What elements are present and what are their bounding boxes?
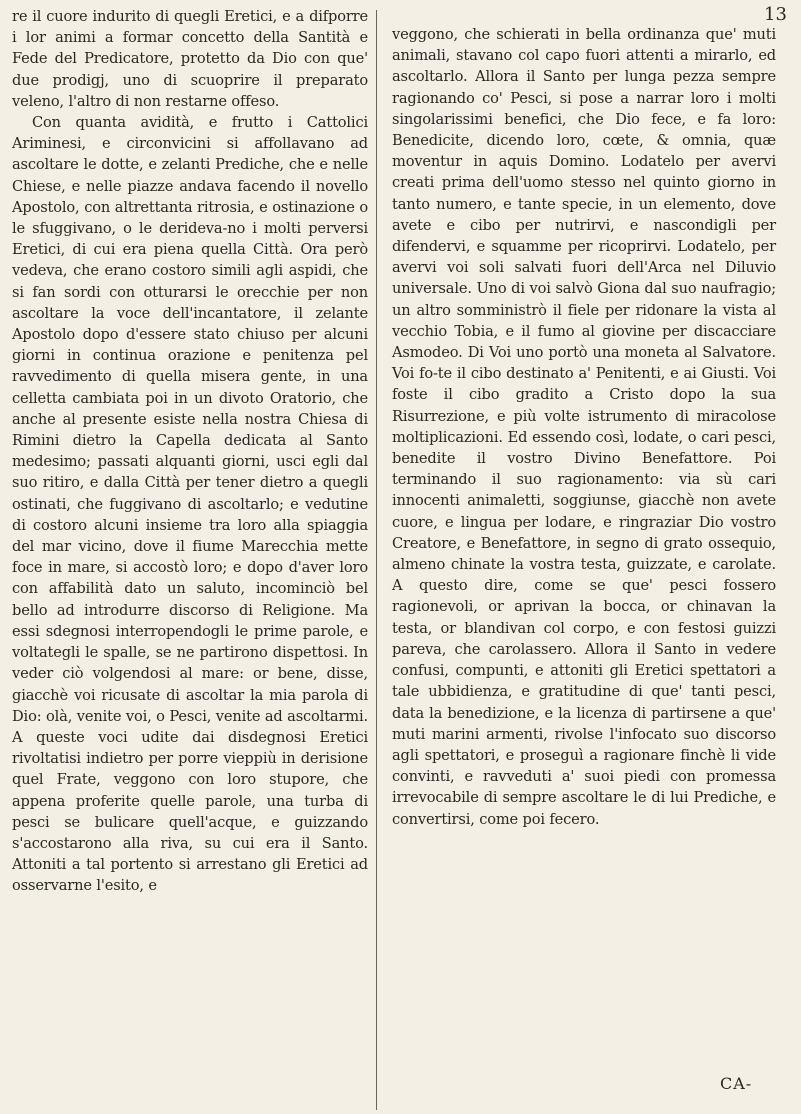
left-paragraph-1: re il cuore indurito di quegli Eretici, e a difporre i lor animi a formar concetto della Santità e Fede del Predicatore, protetto da Dio con que' due prodigj, uno di scuoprire il preparato veleno, l'altro di non restarne offeso. bbox=[12, 8, 368, 110]
right-column bbox=[392, 24, 776, 830]
column-divider bbox=[376, 10, 377, 1110]
catchword: CA- bbox=[720, 1074, 753, 1093]
left-paragraph-2: Con quanta avidità, e frutto i Cattolici Ariminesi, e circonvicini si affollavano ad ascoltare le dotte, e zelanti Prediche, che e nelle Chiese, e nelle piazze andava facendo il novello Apostolo, con altrettanta ritrosia, e ostinazione o le sfuggivano, o le derideva-no i molti perversi Eretici, di cui era piena quella Città. Ora però vedeva, che erano costoro simili agli aspidi, che si fan sordi con otturarsi le orecchie per non ascoltare la voce dell'incantatore, il zelante Apostolo dopo d'essere stato chiuso per alcuni giorni in continua orazione e penitenza pel ravvedimento di quella misera gente, in una celletta cambiata poi in un divoto Oratorio, che anche al presente esiste nella nostra Chiesa di Rimini dietro la Capella dedicata al Santo medesimo; passati alquanti giorni, usci egli dal suo ritiro, e dalla Città per tener dietro a quegli ostinati, che fuggivano di ascoltarlo; e vedutine di costoro alcuni insieme tra loro alla spiaggia del mar vicino, dove il fiume Marecchia mette foce in mare, si accostò loro; e dopo d'aver loro con affabilità dato un saluto, incominciò bel bello ad introdurre discorso di Religione. Ma essi sdegnosi interropendogli le prime parole, e voltategli le spalle, se ne partirono dispettosi. In veder ciò volgendosi al mare: or bene, disse, giacchè voi ricusate di ascoltar la mia parola di Dio: olà, venite voi, o Pesci, venite ad ascoltarmi. A queste voci udite dai disdegnosi Eretici rivoltatisi indietro per porre vieppiù in derisione quel Frate, veggono con loro stupore, che appena proferite quelle parole, una turba di pesci se bulicare quell'acque, e guizzando s'accostarono alla riva, su cui era il Santo. Attoniti a tal portento si arrestano gli Eretici ad osservarne l'esito, e bbox=[12, 114, 368, 895]
page-number: 13 bbox=[764, 4, 787, 25]
left-column bbox=[12, 6, 368, 897]
right-paragraph-1: veggono, che schierati in bella ordinanza que' muti animali, stavano col capo fuori attenti a mirarlo, ed ascoltarlo. Allora il Santo per lunga pezza sempre ragionando co' Pesci, si pose a narrar loro i molti singolarissimi benefici, che Dio fece, e fa loro: Benedicite, dicendo loro, cœte, & omnia, quæ moventur in aquis Domino. Lodatelo per avervi creati prima dell'uomo stesso nel quinto giorno in tanto numero, e tante specie, in un elemento, dove avete e cibo per nutrirvi, e nascondigli per difendervi, e squamme per ricoprirvi. Lodatelo, per avervi voi soli salvati fuori dell'Arca nel Diluvio universale. Uno di voi salvò Giona dal suo naufragio; un altro somministrò il fiele per ridonare la vista al vecchio Tobia, e il fumo al giovine per discacciare Asmodeo. Di Voi uno portò una moneta al Salvatore. Voi fo-te il cibo destinato a' Penitenti, e ai Giusti. Voi foste il cibo gradito a Cristo dopo la sua Risurrezione, e più volte istrumento di miracolose moltiplicazioni. Ed essendo così, lodate, o cari pesci, benedite il vostro Divino Benefattore. Poi terminando il suo ragionamento: via sù cari innocenti animaletti, soggiunse, giacchè non avete cuore, e lingua per lodare, e ringraziar Dio vostro Creatore, e Benefattore, in segno di grato ossequio, almeno chinate la vostra testa, guizzate, e carolate. A questo dire, come se que' pesci fossero ragionevoli, or aprivan la bocca, or chinavan la testa, or blandivan col corpo, e con festosi guizzi pareva, che carolassero. Allora il Santo in vedere confusi, compunti, e attoniti gli Eretici spettatori a tale ubbidienza, e gratitudine di que' tanti pesci, data la benedizione, e la licenza di partirsene a que' muti marini armenti, rivolse l'infocato suo discorso agli spettatori, e proseguì a ragionare finchè li vide convinti, e ravveduti a' suoi piedi con promessa irrevocabile di sempre ascoltare le di lui Prediche, e convertirsi, come poi fecero. bbox=[392, 26, 776, 828]
